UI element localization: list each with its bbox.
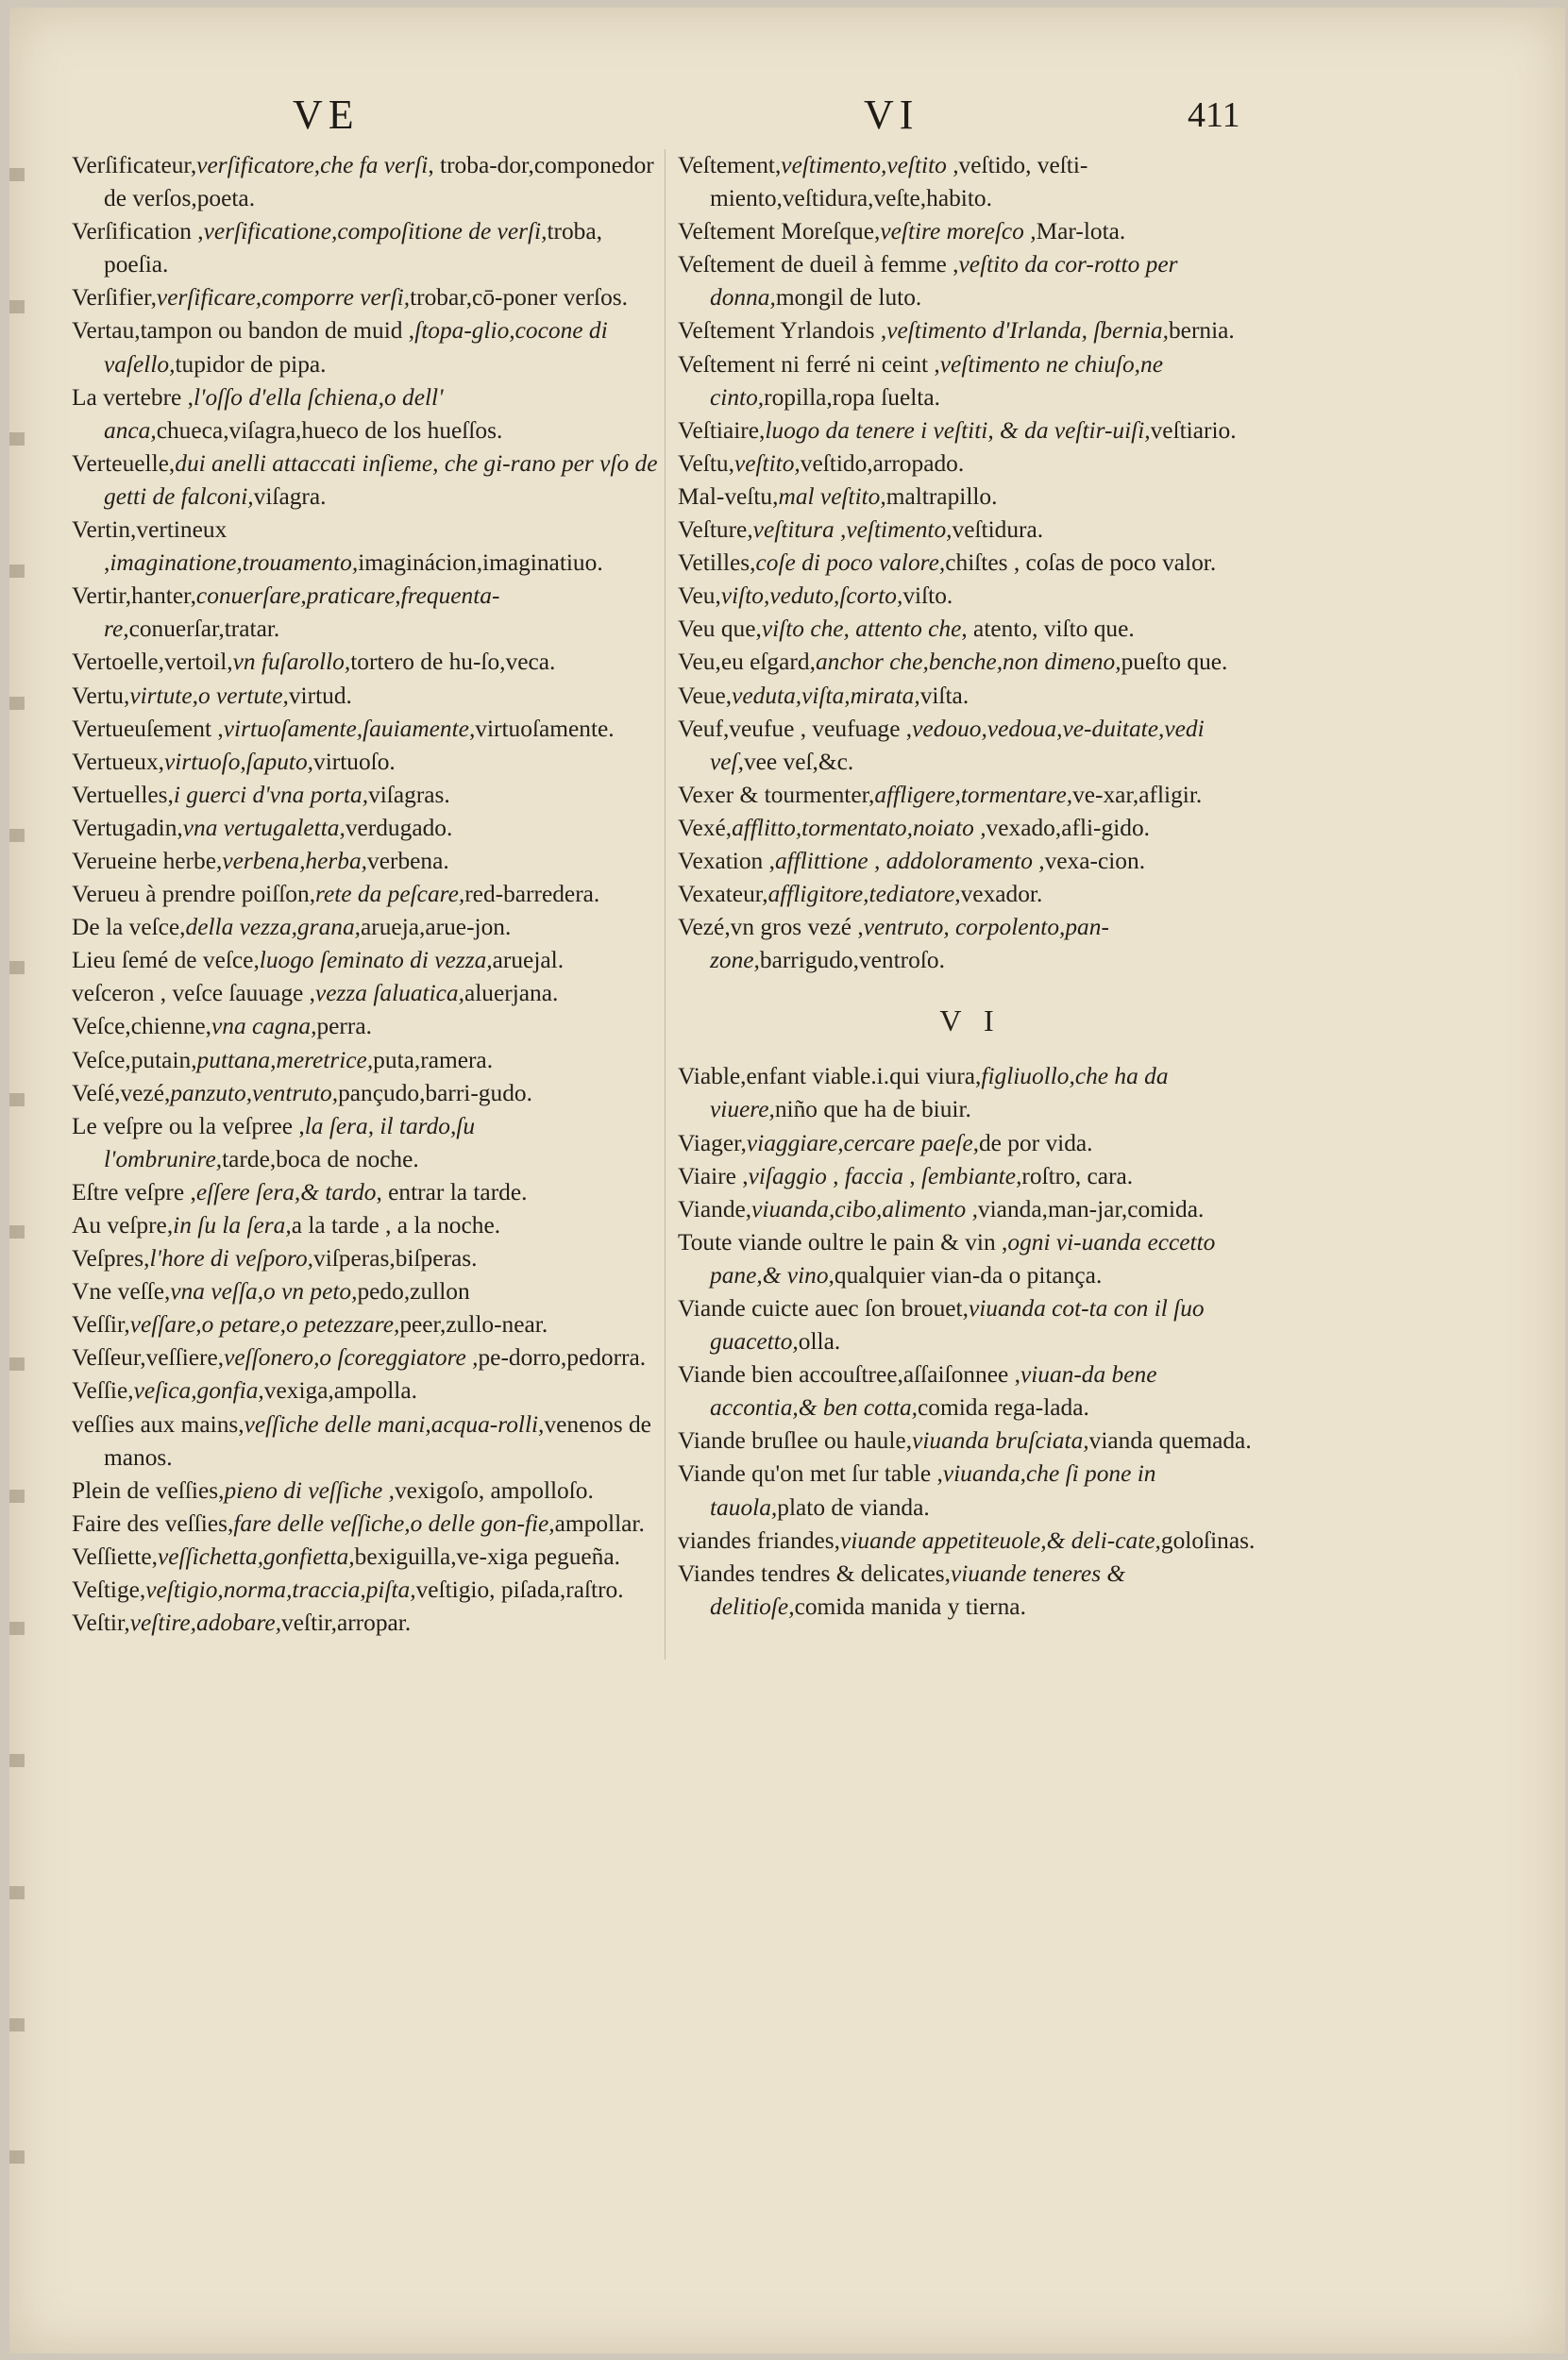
dictionary-entry	[72, 1275, 661, 1308]
entry-spanish: niño que ha de biuir.	[774, 1096, 971, 1123]
entry-italian: ogni vi-uanda eccetto pane,& vino,	[710, 1228, 1216, 1289]
entry-french: Vezé,vn gros vezé ,	[678, 914, 864, 941]
entry-french: Veſture,	[678, 516, 753, 544]
entry-french: Veſſie,	[72, 1377, 134, 1405]
entry-italian: vezza ſaluatica,	[315, 980, 464, 1007]
dictionary-entry	[678, 149, 1263, 215]
entry-spanish: olla.	[798, 1328, 841, 1356]
entry-italian: ventruto, corpolento,pan-zone,	[710, 914, 1109, 974]
dictionary-entry	[678, 580, 1263, 613]
entry-italian: rete da peſcare,	[315, 881, 465, 908]
entry-french: Vertau,tampon ou bandon de muid ,	[72, 317, 415, 345]
dictionary-entry	[678, 1558, 1263, 1624]
dictionary-entry	[72, 1341, 661, 1374]
entry-spanish: bexiguilla,ve-xiga pegueña.	[354, 1542, 620, 1570]
entry-italian: veſſiche delle mani,acqua-rolli,	[244, 1410, 545, 1438]
entry-italian: virtute,o vertute,	[129, 682, 289, 709]
entry-french: Viande bruſlee ou haule,	[678, 1427, 913, 1455]
entry-french: Viaire ,	[678, 1162, 749, 1189]
dictionary-entry	[72, 1607, 661, 1640]
entry-italian: viuande appetiteuole,& deli-cate,	[840, 1526, 1161, 1554]
entry-italian: viuanda cot-ta con il ſuo guacetto,	[710, 1295, 1205, 1356]
entry-french: De la veſce,	[72, 914, 186, 941]
dictionary-entry	[678, 779, 1263, 812]
dictionary-entry	[72, 646, 661, 679]
dictionary-entry	[72, 845, 661, 878]
entry-french: Veſſeur,veſſiere,	[72, 1344, 225, 1372]
entry-italian: veſſare,o petare,o petezzare,	[129, 1311, 400, 1339]
entry-spanish: vexigoſo, ampolloſo.	[394, 1476, 594, 1504]
entry-italian: veſtimento d'Irlanda, ſbernia,	[886, 317, 1169, 345]
entry-italian: virtuoſamente,ſauiamente,	[223, 715, 476, 742]
entry-italian: viuanda,cibo,alimento ,	[751, 1195, 978, 1222]
entry-french: Viande bien accouſtree,aſſaiſonnee ,	[678, 1361, 1020, 1389]
dictionary-entry	[72, 680, 661, 713]
page-header	[9, 91, 1565, 147]
entry-italian: veduta,viſta,mirata,	[732, 682, 920, 709]
entry-italian: verſificare,comporre verſi,	[156, 284, 411, 312]
entry-spanish: peer,zullo-near.	[399, 1311, 548, 1339]
entry-italian: afflittione , addoloramento ,	[774, 847, 1045, 874]
entry-spanish: veſtidura.	[952, 516, 1044, 544]
entry-spanish: comida rega-lada.	[918, 1394, 1089, 1422]
entry-french: Veſtement ni ferré ni ceint ,	[678, 350, 940, 378]
left-running-head: VE	[293, 92, 360, 138]
entry-italian: veſtitura ,veſtimento,	[752, 516, 953, 544]
entry-french: Vertugadin,	[72, 814, 183, 841]
entry-italian: panzuto,ventruto,	[170, 1079, 339, 1106]
dictionary-entry	[678, 348, 1263, 414]
dictionary-entry	[72, 1010, 661, 1043]
entry-french: Vexé,	[678, 814, 733, 841]
right-entries	[678, 149, 1263, 977]
entry-french: Veuf,veufue , veufuage ,	[678, 715, 913, 742]
dictionary-entry	[72, 1408, 661, 1475]
entry-french: Veſtement,	[678, 152, 782, 178]
column-divider	[665, 149, 666, 1660]
dictionary-entry	[678, 1424, 1263, 1458]
entry-italian: la ſera, il tardo,ſu l'ombrunire,	[104, 1112, 476, 1172]
entry-french: Veſce,putain,	[72, 1046, 197, 1073]
entry-spanish: pueſto que.	[1121, 649, 1228, 676]
dictionary-entry	[72, 514, 661, 580]
entry-spanish: veſtir,arropar.	[281, 1610, 412, 1637]
entry-spanish: aruejal.	[492, 947, 565, 974]
entry-spanish: comida manida y tierna.	[794, 1593, 1026, 1620]
dictionary-entry	[678, 878, 1263, 911]
dictionary-entry	[678, 713, 1263, 779]
entry-french: Veſtu,	[678, 449, 734, 477]
entry-french: Viande cuicte auec ſon brouet,	[678, 1295, 969, 1322]
entry-italian: figliuollo,che ha da viuere,	[710, 1063, 1169, 1123]
entry-french: viandes friandes,	[678, 1526, 841, 1554]
entry-spanish: viſta.	[919, 682, 969, 709]
entry-spanish: , entrar la tarde.	[376, 1178, 528, 1205]
right-column	[678, 149, 1263, 2179]
entry-spanish: tarde,boca de noche.	[222, 1145, 419, 1172]
entry-spanish: ropilla,ropa ſuelta.	[764, 383, 940, 411]
dictionary-entry	[72, 911, 661, 944]
entry-italian: veſſichetta,gonfietta,	[157, 1542, 355, 1570]
entry-spanish: goloſinas.	[1160, 1526, 1256, 1554]
entry-french: Vertin,vertineux ,	[72, 516, 228, 577]
entry-french: Vertu,	[72, 682, 130, 709]
entry-french: Veſtiaire,	[678, 416, 766, 444]
entry-french: Verſification ,	[72, 218, 204, 245]
entry-french: Veſſiette,	[72, 1542, 158, 1570]
entry-italian: mal veſtito,	[778, 482, 886, 510]
dictionary-entry	[72, 1176, 661, 1209]
dictionary-entry	[678, 845, 1263, 878]
entry-spanish: puta,ramera.	[373, 1046, 494, 1073]
entry-spanish: qualquier vian-da o pitança.	[834, 1261, 1103, 1289]
entry-french: Viandes tendres & delicates,	[678, 1559, 951, 1587]
entry-spanish: venenos de manos.	[104, 1410, 651, 1471]
dictionary-entry	[678, 1358, 1263, 1424]
entry-italian: imaginatione,trouamento,	[110, 549, 359, 577]
entry-spanish: de por vida.	[978, 1129, 1093, 1156]
entry-spanish: , atento, viſto que.	[961, 615, 1135, 643]
entry-italian: verſificatione,compoſitione de verſi,	[203, 218, 548, 245]
entry-spanish: roſtro, cara.	[1021, 1162, 1134, 1189]
entry-spanish: chueca,viſagra,hueco de los hueſſos.	[156, 416, 503, 444]
entry-spanish: virtuoſamente.	[475, 715, 615, 742]
entry-spanish: , troba-dor,componedor de verſos,poeta.	[104, 152, 654, 212]
dictionary-entry	[72, 1574, 661, 1607]
entry-italian: della vezza,grana,	[185, 914, 362, 941]
dictionary-entry	[72, 977, 661, 1010]
entry-spanish: mongil de luto.	[775, 284, 922, 312]
entry-spanish: trobar,cō-poner verſos.	[410, 284, 629, 312]
entry-spanish: vee veſ,&c.	[743, 748, 854, 775]
entry-italian: puttana,meretrice,	[196, 1046, 374, 1073]
dictionary-entry	[72, 447, 661, 514]
entry-spanish: chiſtes , coſas de poco valor.	[945, 549, 1217, 577]
entry-french: Veu,eu eſgard,	[678, 649, 816, 676]
entry-spanish: troba, poeſia.	[104, 218, 602, 278]
entry-spanish: ampollar.	[554, 1509, 645, 1537]
entry-italian: afflitto,tormentato,noiato ,	[732, 814, 986, 841]
entry-french: Faire des veſſies,	[72, 1509, 234, 1537]
entry-spanish: pe-dorro,pedorra.	[478, 1344, 647, 1372]
dictionary-entry	[72, 281, 661, 314]
dictionary-entry	[72, 1508, 661, 1541]
entry-italian: viaggiare,cercare paeſe,	[746, 1129, 979, 1156]
entry-french: Veſtement de dueil à femme ,	[678, 251, 959, 278]
entry-italian: l'hore di veſporo,	[149, 1245, 313, 1273]
entry-french: Le veſpre ou la veſpree ,	[72, 1112, 305, 1139]
dictionary-entry	[678, 215, 1263, 248]
dictionary-entry	[678, 680, 1263, 713]
entry-french: Vexateur,	[678, 881, 768, 908]
entry-italian: viſto,veduto,ſcorto,	[720, 582, 903, 610]
entry-italian: veſtito,	[733, 449, 801, 477]
dictionary-entry	[72, 1374, 661, 1408]
entry-french: Verueu à prendre poiſſon,	[72, 881, 316, 908]
entry-french: Plein de veſſies,	[72, 1476, 225, 1504]
entry-spanish: vexa-cion.	[1044, 847, 1146, 874]
entry-italian: vedouo,vedoua,ve-duitate,vedi veſ,	[710, 715, 1205, 775]
entry-spanish: a la tarde , a la noche.	[291, 1212, 501, 1239]
entry-italian: veſſonero,o ſcoreggiatore ,	[224, 1344, 479, 1372]
dictionary-entry	[678, 1292, 1263, 1358]
entry-spanish: veſtido,arropado.	[800, 449, 965, 477]
dictionary-entry	[678, 1193, 1263, 1226]
entry-italian: vna cagna,	[211, 1013, 317, 1040]
entry-french: Mal-veſtu,	[678, 482, 779, 510]
entry-italian: veſica,gonfia,	[133, 1377, 264, 1405]
entry-french: Vexer & tourmenter,	[678, 781, 875, 808]
dictionary-entry	[678, 414, 1263, 447]
right-entries-2	[678, 1060, 1263, 1624]
entry-spanish: veſtido, veſti-miento,veſtidura,veſte,habito.	[710, 152, 1088, 212]
entry-italian: in ſu la ſera,	[173, 1212, 292, 1239]
entry-french: veſſies aux mains,	[72, 1410, 244, 1438]
entry-french: Viande qu'on met ſur table ,	[678, 1460, 943, 1488]
dictionary-entry	[72, 812, 661, 845]
entry-italian: verſificatore,che fa verſi	[196, 152, 429, 178]
entry-italian: pieno di veſſiche ,	[224, 1476, 395, 1504]
dictionary-entry	[678, 248, 1263, 314]
dictionary-entry	[72, 580, 661, 646]
dictionary-entry	[72, 878, 661, 911]
entry-spanish: arueja,arue-jon.	[361, 914, 512, 941]
entry-italian: virtuoſo,ſaputo,	[164, 748, 314, 775]
dictionary-entry	[678, 646, 1263, 679]
entry-spanish: veſtigio, piſada,raſtro.	[415, 1576, 624, 1604]
entry-spanish: tupidor de pipa.	[175, 350, 327, 378]
entry-french: Veſtement Moreſque,	[678, 218, 881, 245]
entry-spanish: vexador.	[960, 881, 1043, 908]
dictionary-entry	[72, 1110, 661, 1176]
page-number: 411	[1188, 95, 1240, 135]
dictionary-entry	[678, 480, 1263, 514]
dictionary-entry	[678, 812, 1263, 845]
entry-spanish: red-barredera.	[464, 881, 600, 908]
entry-italian: luogo da tenere i veſtiti, & da veſtir-uiſi,	[765, 416, 1151, 444]
dictionary-entry	[678, 547, 1263, 580]
entry-italian: ſtopa-glio,cocone di vaſello,	[104, 317, 608, 378]
entry-french: Veu,	[678, 582, 721, 610]
entry-french: Vne veſſe,	[72, 1278, 171, 1306]
entry-italian: veſtimento,veſtito ,	[781, 152, 959, 178]
dictionary-entry	[72, 1209, 661, 1242]
entry-french: Vertueux,	[72, 748, 165, 775]
entry-italian: viſto che, attento che	[761, 615, 962, 643]
entry-spanish: vexado,afli-gido.	[986, 814, 1150, 841]
entry-italian: vna vertugaletta,	[182, 814, 346, 841]
entry-italian: vna veſſa,o vn peto,	[170, 1278, 358, 1306]
dictionary-entry	[72, 713, 661, 746]
entry-french: Veſtige,	[72, 1576, 146, 1604]
entry-french: Veſtir,	[72, 1610, 130, 1637]
entry-italian: viſaggio , faccia , ſembiante,	[748, 1162, 1022, 1189]
entry-spanish: aluerjana.	[464, 980, 559, 1007]
entry-italian: l'oſſo d'ella ſchiena,o dell' anca,	[104, 383, 444, 444]
entry-french: Veſpres,	[72, 1245, 150, 1273]
entry-spanish: perra.	[316, 1013, 372, 1040]
entry-spanish: virtud.	[288, 682, 352, 709]
entry-italian: viuande teneres & delitioſe,	[710, 1559, 1126, 1620]
dictionary-entry	[678, 1525, 1263, 1558]
entry-spanish: Mar-lota.	[1036, 218, 1126, 245]
dictionary-entry	[72, 1077, 661, 1110]
dictionary-entry	[72, 944, 661, 977]
entry-italian: luogo ſeminato di vezza,	[259, 947, 493, 974]
entry-italian: veſtito da cor-rotto per donna,	[710, 251, 1178, 312]
entry-french: Veu que,	[678, 615, 762, 643]
dictionary-entry	[72, 1475, 661, 1508]
entry-spanish: tortero de hu-ſo,veca.	[350, 649, 556, 676]
entry-italian: affligitore,tediatore,	[767, 881, 961, 908]
entry-spanish: viſagra.	[253, 482, 327, 510]
entry-spanish: imaginácion,imaginatiuo.	[358, 549, 603, 577]
entry-spanish: vexiga,ampolla.	[263, 1377, 417, 1405]
entry-spanish: plato de vianda.	[777, 1493, 930, 1521]
entry-italian: anchor che,benche,non dimeno,	[815, 649, 1121, 676]
dictionary-entry	[678, 1226, 1263, 1292]
entry-french: La vertebre ,	[72, 383, 194, 411]
right-running-head: VI	[864, 92, 919, 138]
dictionary-entry	[678, 514, 1263, 547]
entry-spanish: vianda,man-jar,comida.	[977, 1195, 1205, 1222]
entry-spanish: pedo,zullon	[357, 1278, 470, 1306]
entry-italian: eſſere ſera,& tardo	[195, 1178, 377, 1205]
entry-french: Vertueuſement ,	[72, 715, 224, 742]
entry-french: Viager,	[678, 1129, 747, 1156]
entry-spanish: conuerſar,tratar.	[128, 615, 280, 643]
entry-italian: affligere,tormentare,	[874, 781, 1073, 808]
entry-french: Viande,	[678, 1195, 752, 1222]
page-edge-shadow	[9, 102, 25, 2179]
entry-italian: fare delle veſſiche,o delle gon-fie,	[233, 1509, 555, 1537]
entry-spanish: vianda quemada.	[1088, 1427, 1252, 1455]
entry-spanish: viſagras.	[368, 781, 450, 808]
entry-italian: conuerſare,praticare,frequenta-re,	[104, 582, 500, 643]
entry-french: veſceron , veſce ſauuage ,	[72, 980, 315, 1007]
entry-french: Vertuelles,	[72, 781, 174, 808]
dictionary-entry	[72, 1044, 661, 1077]
entry-spanish: maltrapillo.	[885, 482, 998, 510]
entry-french: Veue,	[678, 682, 733, 709]
entry-spanish: bernia.	[1168, 317, 1235, 345]
entry-spanish: veſtiario.	[1150, 416, 1237, 444]
dictionary-entry	[678, 911, 1263, 977]
entry-french: Verſificateur,	[72, 152, 197, 178]
dictionary-entry	[678, 1060, 1263, 1126]
entry-spanish: verdugado.	[345, 814, 453, 841]
entry-italian: viuan-da bene accontia,& ben cotta,	[710, 1361, 1157, 1422]
entry-french: Veſſir,	[72, 1311, 130, 1339]
dictionary-entry	[72, 1308, 661, 1341]
dictionary-entry	[678, 1160, 1263, 1193]
entry-french: Vertir,hanter,	[72, 582, 196, 610]
entry-french: Toute viande oultre le pain & vin ,	[678, 1228, 1008, 1256]
entry-italian: viuanda,che ſi pone in tauola,	[710, 1460, 1156, 1521]
entry-italian: verbena,herba,	[222, 847, 368, 874]
left-column	[72, 149, 661, 2179]
dictionary-entry	[72, 1541, 661, 1574]
entry-italian: veſtigio,norma,traccia,piſta,	[145, 1576, 416, 1604]
entry-french: Vexation ,	[678, 847, 775, 874]
dictionary-entry	[72, 746, 661, 779]
dictionary-entry	[678, 314, 1263, 347]
book-page	[9, 8, 1565, 2353]
dictionary-entry	[678, 1127, 1263, 1160]
entry-italian: veſtire,adobare,	[129, 1610, 282, 1637]
dictionary-entry	[72, 149, 661, 215]
dictionary-entry	[72, 1242, 661, 1275]
entry-italian: i guerci d'vna porta,	[173, 781, 369, 808]
entry-spanish: verbena.	[367, 847, 449, 874]
entry-spanish: pançudo,barri-gudo.	[338, 1079, 532, 1106]
entry-spanish: virtuoſo.	[313, 748, 396, 775]
section-heading: V I	[939, 1003, 1002, 1038]
entry-french: Vertoelle,vertoil,	[72, 649, 233, 676]
entry-italian: dui anelli attaccati inſieme, che gi-rano per vſo de getti de falconi,	[104, 449, 658, 510]
entry-french: Veſé,vezé,	[72, 1079, 171, 1106]
entry-french: Verueine herbe,	[72, 847, 223, 874]
entry-italian: veſtimento ne chiuſo,ne cinto,	[710, 350, 1163, 411]
dictionary-entry	[678, 613, 1263, 646]
entry-french: Viable,enfant viable.i.qui viura,	[678, 1063, 982, 1090]
entry-spanish: viſperas,biſperas.	[313, 1245, 478, 1273]
entry-french: Veſtement Yrlandois ,	[678, 317, 887, 345]
dictionary-entry	[678, 1458, 1263, 1524]
entry-italian: veſtire moreſco ,	[880, 218, 1037, 245]
dictionary-entry	[678, 447, 1263, 480]
dictionary-entry	[72, 215, 661, 281]
entry-french: Verteuelle,	[72, 449, 176, 477]
entry-french: Lieu ſemé de veſce,	[72, 947, 260, 974]
entry-french: Verſifier,	[72, 284, 157, 312]
entry-french: Au veſpre,	[72, 1212, 174, 1239]
entry-spanish: ve-xar,afligir.	[1072, 781, 1203, 808]
dictionary-entry	[72, 314, 661, 380]
entry-french: Veſce,chienne,	[72, 1013, 212, 1040]
entry-italian: coſe di poco valore,	[755, 549, 946, 577]
entry-spanish: viſto.	[902, 582, 953, 610]
entry-french: Vetilles,	[678, 549, 756, 577]
entry-italian: viuanda bruſciata,	[912, 1427, 1089, 1455]
entry-french: Eſtre veſpre ,	[72, 1178, 196, 1205]
entry-italian: vn fuſarollo,	[232, 649, 351, 676]
entry-spanish: barrigudo,ventroſo.	[759, 947, 945, 974]
dictionary-entry	[72, 779, 661, 812]
dictionary-entry	[72, 381, 661, 447]
